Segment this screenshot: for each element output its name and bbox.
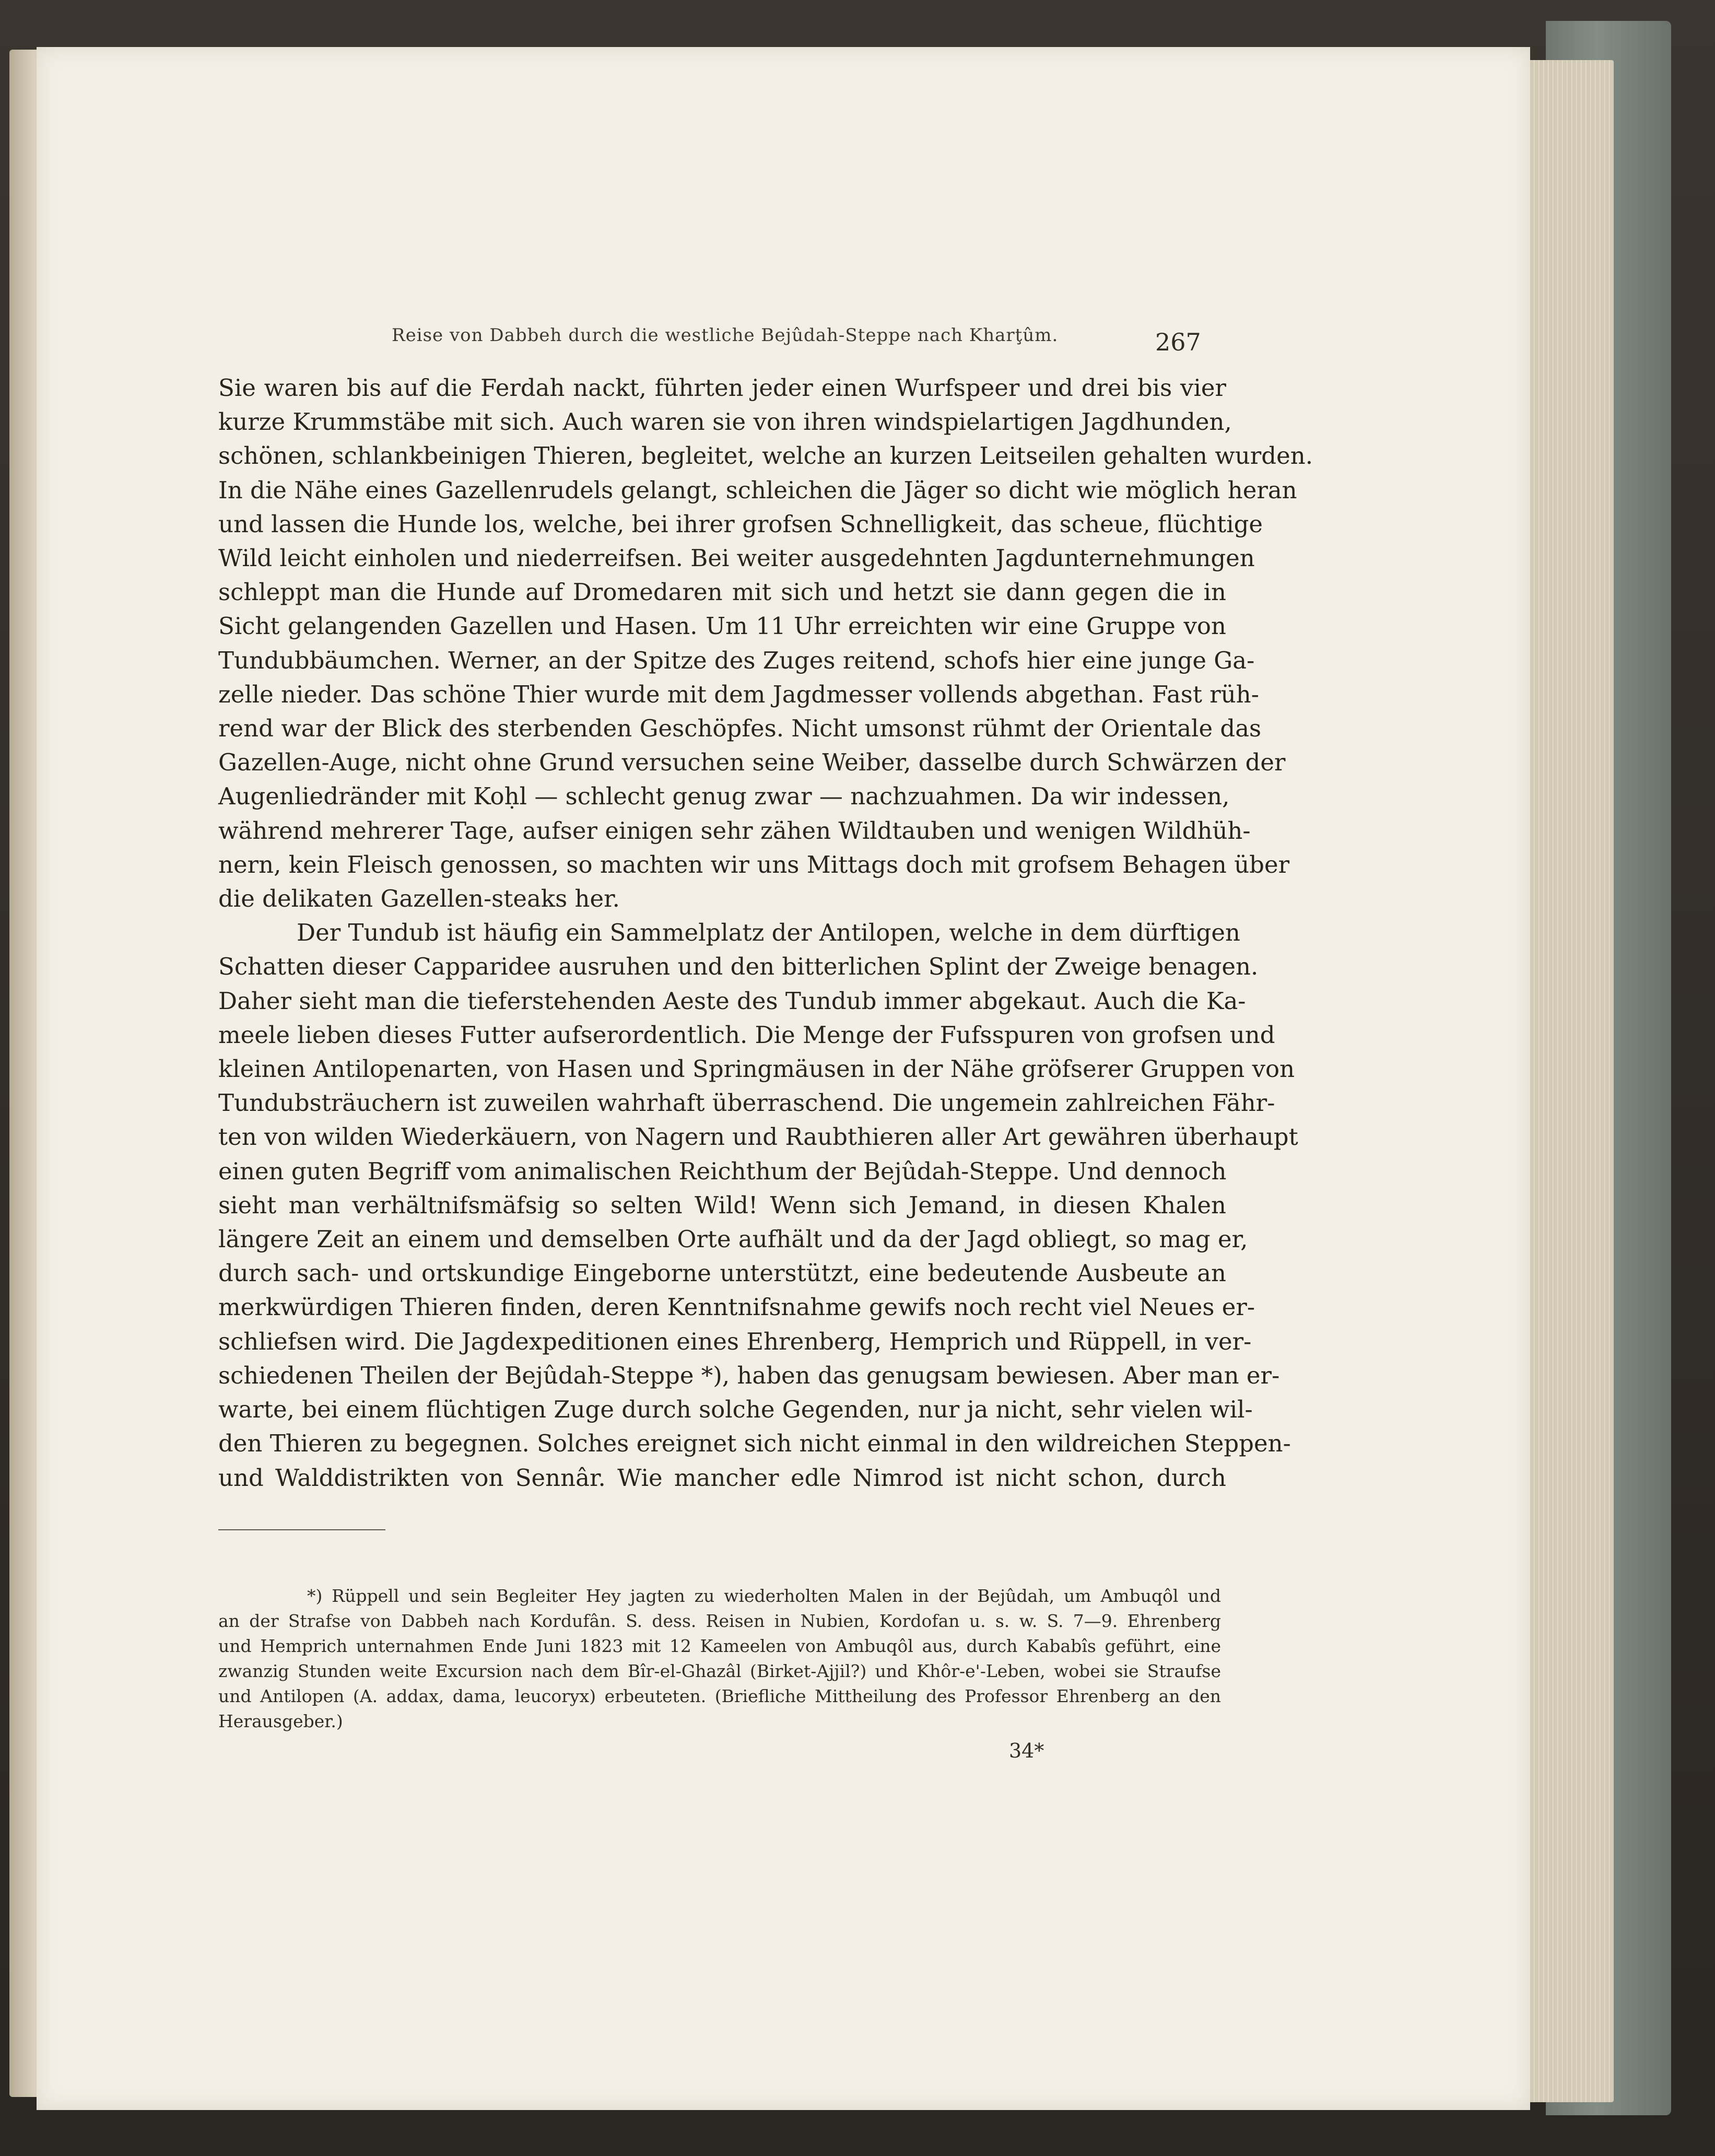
body-text	[218, 371, 1313, 1495]
body-line: kleinen Antilopenarten, von Hasen und Springmäusen in der Nähe gröfserer Gruppen von	[218, 1055, 1295, 1083]
body-line: Sicht gelangenden Gazellen und Hasen. Um 11 Uhr erreichten wir eine Gruppe von	[218, 612, 1226, 640]
footnote-divider	[218, 1529, 385, 1530]
body-line: Tundubsträuchern ist zuweilen wahrhaft überraschend. Die ungemein zahlreichen Fähr-	[218, 1089, 1275, 1117]
footnotes	[218, 1584, 1221, 1734]
body-line: Schatten dieser Capparidee ausruhen und den bitterlichen Splint der Zweige benagen.	[218, 953, 1259, 981]
body-line: längere Zeit an einem und demselben Orte aufhält und da der Jagd obliegt, so mag er,	[218, 1225, 1248, 1253]
body-line: schönen, schlankbeinigen Thieren, begleitet, welche an kurzen Leitseilen gehalten wurden.	[218, 442, 1313, 470]
footnote-line: *) Rüppell und sein Begleiter Hey jagten zu wiederholten Malen in der Bejûdah, um Ambuqôl und	[307, 1586, 1221, 1606]
body-line: Sie waren bis auf die Ferdah nackt, führten jeder einen Wurfspeer und drei bis vier	[218, 374, 1226, 402]
page-number: 267	[1155, 328, 1201, 356]
body-line: rend war der Blick des sterbenden Geschöpfes. Nicht umsonst rühmt der Orientale das	[218, 714, 1262, 743]
footnote-line: Herausgeber.)	[218, 1711, 343, 1731]
body-line: merkwürdigen Thieren finden, deren Kenntnifsnahme gewifs noch recht viel Neues er-	[218, 1293, 1255, 1321]
body-line: Daher sieht man die tieferstehenden Aeste des Tundub immer abgekaut. Auch die Ka-	[218, 987, 1246, 1015]
body-line: schliefsen wird. Die Jagdexpeditionen eines Ehrenberg, Hemprich und Rüppell, in ver-	[218, 1327, 1252, 1355]
body-line: ten von wilden Wiederkäuern, von Nagern und Raubthieren aller Art gewähren überhaupt	[218, 1123, 1298, 1151]
body-line: Tundubbäumchen. Werner, an der Spitze des Zuges reitend, schofs hier eine junge Ga-	[218, 646, 1255, 674]
body-line: und lassen die Hunde los, welche, bei ihrer grofsen Schnelligkeit, das scheue, flüchtige	[218, 510, 1263, 538]
footnote-line: an der Strafse von Dabbeh nach Kordufân. S. dess. Reisen in Nubien, Kordofan u. s. w. S. 7—9. Ehrenberg	[218, 1611, 1221, 1631]
body-line: und Walddistrikten von Sennâr. Wie mancher edle Nimrod ist nicht schon, durch	[218, 1463, 1226, 1492]
body-line: zelle nieder. Das schöne Thier wurde mit dem Jagdmesser vollends abgethan. Fast rüh-	[218, 680, 1259, 708]
body-line: meele lieben dieses Futter aufserordentlich. Die Menge der Fufsspuren von grofsen und	[218, 1021, 1275, 1049]
footnote-line: zwanzig Stunden weite Excursion nach dem Bîr-el-Ghazâl (Birket-Ajjil?) und Khôr-e'-Leben, wobei sie Straufse	[218, 1661, 1221, 1681]
body-line: während mehrerer Tage, aufser einigen sehr zähen Wildtauben und wenigen Wildhüh-	[218, 816, 1251, 845]
signature-mark: 34*	[1009, 1739, 1044, 1762]
running-head: Reise von Dabbeh durch die westliche Bejûdah-Steppe nach Kharţûm.	[392, 325, 1059, 346]
body-line: durch sach- und ortskundige Eingeborne unterstützt, eine bedeutende Ausbeute an	[218, 1259, 1226, 1287]
body-line: Augenliedränder mit Koḥl — schlecht genug zwar — nachzuahmen. Da wir indessen,	[218, 782, 1230, 811]
body-line: schiedenen Theilen der Bejûdah-Steppe *), haben das genugsam bewiesen. Aber man er-	[218, 1361, 1280, 1389]
body-line: einen guten Begriff vom animalischen Reichthum der Bejûdah-Steppe. Und dennoch	[218, 1157, 1227, 1185]
body-line: kurze Krummstäbe mit sich. Auch waren sie von ihren windspielartigen Jagdhunden,	[218, 408, 1232, 436]
footnote-line: und Hemprich unternahmen Ende Juni 1823 mit 12 Kameelen von Ambuqôl aus, durch Kababîs geführt, eine	[218, 1636, 1221, 1656]
body-line: nern, kein Fleisch genossen, so machten wir uns Mittags doch mit grofsem Behagen über	[218, 850, 1290, 878]
body-line: sieht man verhältnifsmäfsig so selten Wild! Wenn sich Jemand, in diesen Khalen	[218, 1191, 1226, 1219]
body-line: warte, bei einem flüchtigen Zuge durch solche Gegenden, nur ja nicht, sehr vielen wil-	[218, 1396, 1253, 1424]
body-line: In die Nähe eines Gazellenrudels gelangt, schleichen die Jäger so dicht wie möglich heran	[218, 476, 1297, 504]
body-line: schleppt man die Hunde auf Dromedaren mit sich und hetzt sie dann gegen die in	[218, 578, 1226, 606]
body-line: Wild leicht einholen und niederreifsen. Bei weiter ausgedehnten Jagdunternehmungen	[218, 544, 1255, 572]
body-line: den Thieren zu begegnen. Solches ereignet sich nicht einmal in den wildreichen Steppen-	[218, 1429, 1291, 1458]
body-line: die delikaten Gazellen-steaks her.	[218, 885, 620, 913]
footnote-line: und Antilopen (A. addax, dama, leucoryx) erbeuteten. (Briefliche Mittheilung des Professor Ehrenberg an den	[218, 1686, 1221, 1706]
body-line: Gazellen-Auge, nicht ohne Grund versuchen seine Weiber, dasselbe durch Schwärzen der	[218, 748, 1286, 777]
body-line: Der Tundub ist häufig ein Sammelplatz der Antilopen, welche in dem dürftigen	[297, 919, 1240, 947]
